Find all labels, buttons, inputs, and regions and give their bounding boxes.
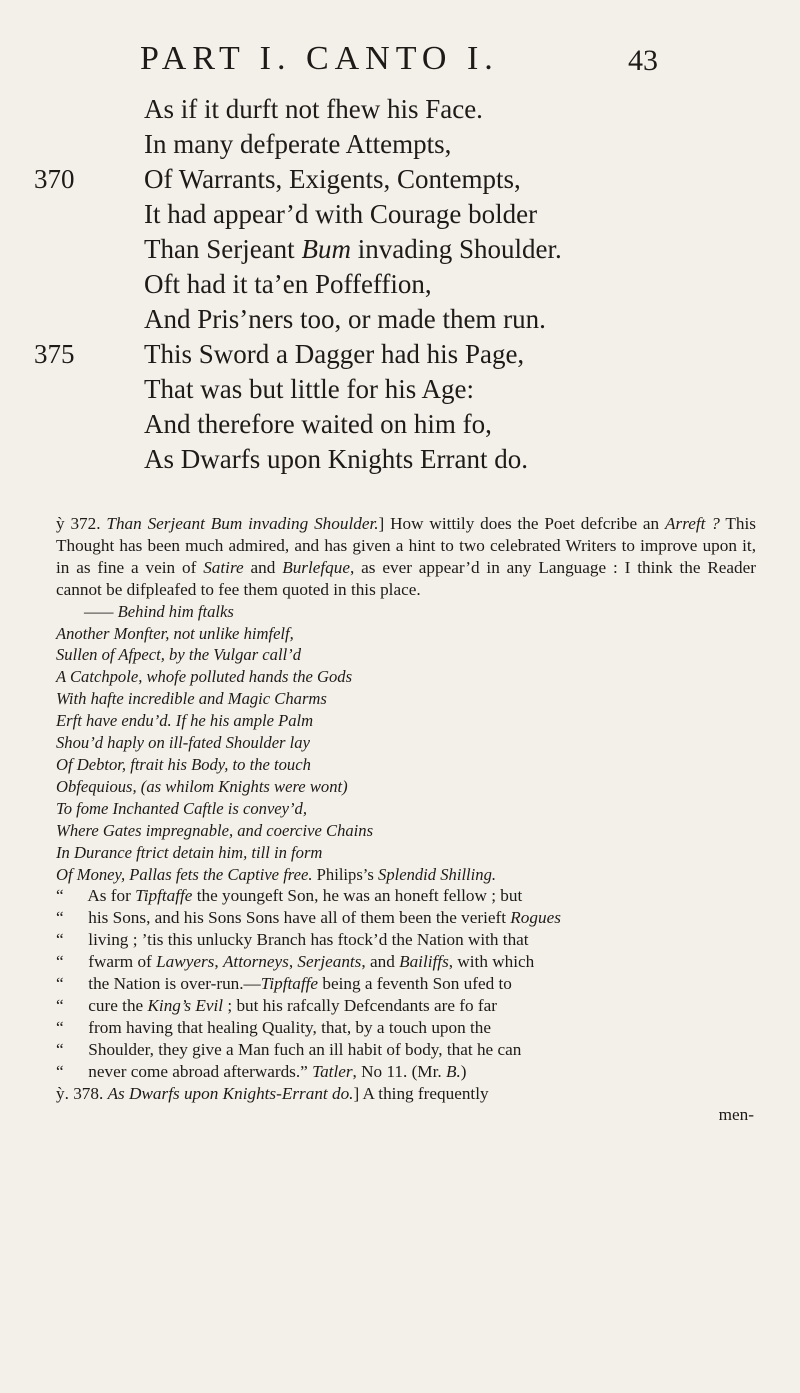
tatler-line: “ from having that healing Quality, that, by a touch upon the <box>56 1017 491 1037</box>
verse-block <box>34 92 764 477</box>
verse-line: And therefore waited on him fo, <box>144 409 492 439</box>
quotation-line: Obfequious, (as whilom Knights were wont) <box>56 776 348 796</box>
verse-line: As if it durft not fhew his Face. <box>144 94 483 124</box>
quotation-line: Sullen of Afpect, by the Vulgar call’d <box>56 645 302 665</box>
note-paragraph: ỳ. 378. As Dwarfs upon Knights-Errant do.] A thing frequently <box>56 1083 489 1103</box>
quotation-line: Of Debtor, ftrait his Body, to the touch <box>56 754 311 774</box>
quotation-line: With hafte incredible and Magic Charms <box>56 689 327 709</box>
verse-line: It had appear’d with Courage bolder <box>144 199 538 229</box>
verse-line: That was but little for his Age: <box>144 374 474 404</box>
quote-mark: “ <box>56 952 64 972</box>
quotation-line: A Catchpole, whofe polluted hands the Gods <box>56 667 353 687</box>
tatler-line: “ Shoulder, they give a Man fuch an ill habit of body, that he can <box>56 1039 522 1059</box>
tatler-line: “ his Sons, and his Sons Sons have all of them been the verieft Rogues <box>56 908 561 928</box>
quotation-line: To fome Inchanted Caftle is convey’d, <box>56 798 308 818</box>
catchword: men- <box>718 1105 754 1125</box>
verse-line: In many defperate Attempts, <box>144 129 452 159</box>
quote-mark: “ <box>56 1017 64 1037</box>
quotation-line: —— Behind him ftalks <box>84 601 234 621</box>
quote-mark: “ <box>56 908 64 928</box>
tatler-line: “ fwarm of Lawyers, Attorneys, Serjeants, and Bailiffs, with which <box>56 952 535 972</box>
quote-mark: “ <box>56 1061 64 1081</box>
quote-mark: “ <box>56 995 64 1015</box>
tatler-line: “ As for Tipftaffe the youngeft Son, he was an honeft fellow ; but <box>56 886 523 906</box>
verse-line: And Pris’ners too, or made them run. <box>144 304 546 334</box>
quotation-line: Erft have endu’d. If he his ample Palm <box>56 711 314 731</box>
quotation-line: In Durance ftrict detain him, till in form <box>56 842 323 862</box>
page-number: 43 <box>628 44 658 77</box>
line-number: 370 <box>34 164 75 194</box>
verse-line: 370 Of Warrants, Exigents, Contempts, <box>144 162 764 197</box>
verse-line: Oft had it ta’en Poffeffion, <box>144 269 432 299</box>
running-header: PART I. CANTO I. <box>140 40 499 77</box>
line-number: 375 <box>34 339 75 369</box>
quote-mark: “ <box>56 1039 64 1059</box>
tatler-line: “ living ; ’tis this unlucky Branch has ftock’d the Nation with that <box>56 930 529 950</box>
verse-line: 375 This Sword a Dagger had his Page, <box>144 337 764 372</box>
quotation-block <box>56 601 756 886</box>
quotation-line: Another Monfter, not unlike himfelf, <box>56 623 294 643</box>
tatler-line: “ never come abroad afterwards.” Tatler, No 11. (Mr. B.) <box>56 1061 467 1081</box>
verse-line: Than Serjeant Bum invading Shoulder. <box>144 234 562 264</box>
quote-mark: “ <box>56 930 64 950</box>
quote-mark: “ <box>56 974 64 994</box>
quotation-line: Of Money, Pallas fets the Captive free. Philips’s Splendid Shilling. <box>56 864 497 884</box>
tatler-line: “ cure the King’s Evil ; but his rafcally Defcendants are fo far <box>56 995 497 1015</box>
tatler-line: “ the Nation is over-run.—Tipftaffe being a feventh Son ufed to <box>56 974 512 994</box>
tatler-quotation <box>56 885 756 1082</box>
quotation-line: Shou’d haply on ill-fated Shoulder lay <box>56 733 310 753</box>
note-paragraph: ỳ 372. Than Serjeant Bum invading Shoulder.] How wittily does the Poet defcribe an Arreft ? This Thought has been much admired, and has given a hint to two celebrated Writers to improve upon it, in as fine a vein of Satire and Burlefque, as ever appear’d in any Language : I think the Reader cannot be difpleafed to fee them quoted in this place. <box>56 514 756 599</box>
notes-block <box>56 513 756 1126</box>
quotation-line: Where Gates impregnable, and coercive Chains <box>56 820 374 840</box>
quote-mark: “ <box>56 886 64 906</box>
verse-line: As Dwarfs upon Knights Errant do. <box>144 444 528 474</box>
